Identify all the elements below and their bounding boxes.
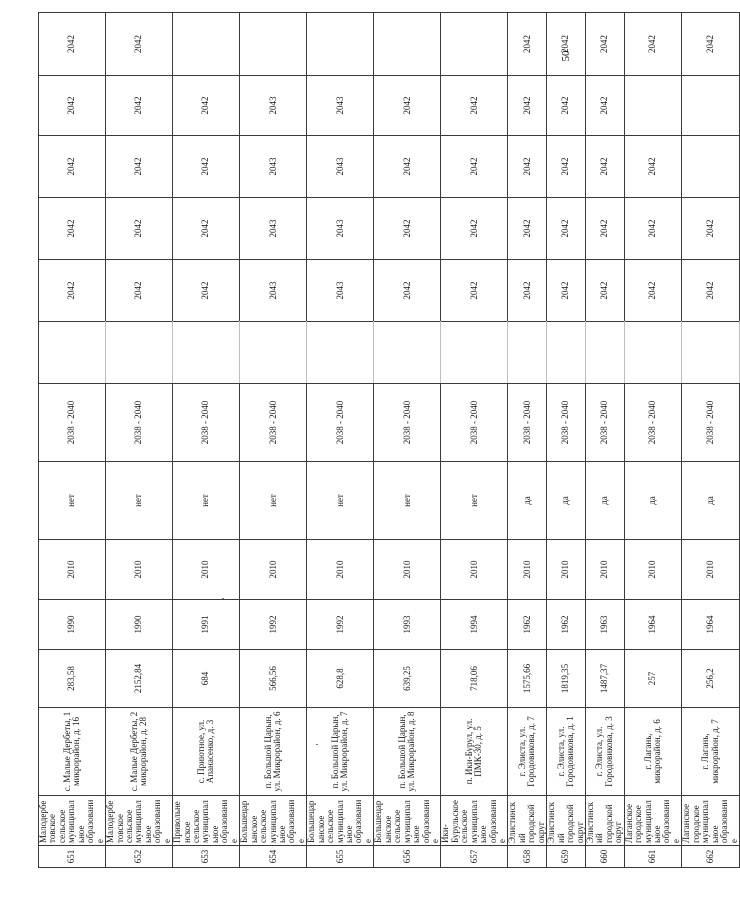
cell-c11: 2042 [39, 136, 106, 198]
cell-c7: 2038 - 2040 [624, 384, 682, 462]
cell-c10: 2042 [508, 198, 547, 260]
cell-area: 1575,66 [508, 650, 547, 708]
cell-c13 [307, 13, 374, 76]
cell-c11: 2042 [173, 136, 240, 198]
cell-c12: 2042 [441, 76, 508, 136]
cell-c7: 2038 - 2040 [508, 384, 547, 462]
cell-muni: Большецарынское сельское муниципальное образование [307, 796, 374, 846]
cell-c11: 2042 [585, 136, 624, 198]
page-number: 50 [560, 50, 572, 62]
cell-c10: 2042 [374, 198, 441, 260]
table-row [106, 13, 173, 868]
table-row [585, 13, 624, 868]
cell-year: 1963 [585, 600, 624, 650]
cell-c8 [307, 322, 374, 384]
cell-c7: 2038 - 2040 [585, 384, 624, 462]
cell-addr: г. Элиста, ул. Городовикова, д. 3 [585, 708, 624, 796]
table-row [374, 13, 441, 868]
cell-c8 [547, 322, 586, 384]
cell-c6: нет [374, 462, 441, 540]
cell-c11: 2042 [106, 136, 173, 198]
cell-c10: 2042 [682, 198, 740, 260]
cell-c12: 2043 [240, 76, 307, 136]
cell-c11: 2043 [240, 136, 307, 198]
cell-c12: 2042 [173, 76, 240, 136]
cell-c12: 2042 [508, 76, 547, 136]
table-row [441, 13, 508, 868]
cell-num: 655 [307, 846, 374, 868]
cell-c8 [240, 322, 307, 384]
cell-c5: 2010 [585, 540, 624, 600]
cell-area: 256,2 [682, 650, 740, 708]
cell-c13: 2042 [585, 13, 624, 76]
cell-addr: г. Лагань, микрорайон, д. 6 [624, 708, 682, 796]
cell-c11 [682, 136, 740, 198]
cell-c5: 2010 [508, 540, 547, 600]
cell-c9: 2042 [374, 260, 441, 322]
cell-c8 [173, 322, 240, 384]
cell-c6: да [508, 462, 547, 540]
cell-addr: с. Приютное, ул. Апанасенко, д. 3 [173, 708, 240, 796]
table-row [508, 13, 547, 868]
cell-addr: г. Элиста, ул. Городовикова, д. 1 [547, 708, 586, 796]
cell-c7: 2038 - 2040 [39, 384, 106, 462]
cell-c5: 2010 [374, 540, 441, 600]
cell-c5: 2010 [547, 540, 586, 600]
cell-c11: 2043 [307, 136, 374, 198]
cell-year: 1994 [441, 600, 508, 650]
cell-c8 [508, 322, 547, 384]
cell-c8 [39, 322, 106, 384]
cell-c11: 2042 [624, 136, 682, 198]
cell-c5: 2010 [307, 540, 374, 600]
cell-addr: с. Малые Дербеты, 2 микрорайон, д. 28 [106, 708, 173, 796]
cell-num: 651 [39, 846, 106, 868]
cell-c5: 2010 [173, 540, 240, 600]
cell-c9: 2042 [39, 260, 106, 322]
cell-c10: 2042 [624, 198, 682, 260]
cell-c13 [374, 13, 441, 76]
cell-addr: п. Большой Царын, ул. Микрорайон, д. 6 [240, 708, 307, 796]
cell-c11: 2042 [441, 136, 508, 198]
cell-c10: 2043 [307, 198, 374, 260]
cell-c12: 2042 [585, 76, 624, 136]
cell-year: 1990 [106, 600, 173, 650]
table-row [624, 13, 682, 868]
cell-c10: 2042 [585, 198, 624, 260]
cell-c8 [374, 322, 441, 384]
cell-c12: 2042 [374, 76, 441, 136]
table-row [682, 13, 740, 868]
cell-year: 1962 [547, 600, 586, 650]
cell-c7: 2038 - 2040 [682, 384, 740, 462]
cell-muni: Привольненское сельское муниципальное образование [173, 796, 240, 846]
cell-c6: нет [240, 462, 307, 540]
cell-c6: нет [39, 462, 106, 540]
cell-c5: 2010 [682, 540, 740, 600]
cell-c10: 2042 [441, 198, 508, 260]
cell-c8 [585, 322, 624, 384]
cell-c7: 2038 - 2040 [106, 384, 173, 462]
cell-c10: 2043 [240, 198, 307, 260]
cell-area: 639,25 [374, 650, 441, 708]
cell-c5: 2010 [624, 540, 682, 600]
cell-muni: Элистинский городской округ [508, 796, 547, 846]
table-row [307, 13, 374, 868]
cell-num: 662 [682, 846, 740, 868]
cell-addr: с. Малые Дербеты, 1 микрорайон, д. 16 [39, 708, 106, 796]
cell-num: 656 [374, 846, 441, 868]
cell-muni: Малодербетовское сельское муниципальное образование [106, 796, 173, 846]
cell-c6: да [547, 462, 586, 540]
cell-area: 1487,37 [585, 650, 624, 708]
cell-c13 [240, 13, 307, 76]
cell-c9: 2043 [307, 260, 374, 322]
cell-c7: 2038 - 2040 [240, 384, 307, 462]
cell-c6: нет [106, 462, 173, 540]
cell-muni: Большецарынское сельское муниципальное образование [374, 796, 441, 846]
cell-year: 1991 [173, 600, 240, 650]
cell-addr: п. Ики-Бурул, ул. ПМК-30, д. 5 [441, 708, 508, 796]
cell-num: 661 [624, 846, 682, 868]
cell-muni: Малодербетовское сельское муниципальное образование [39, 796, 106, 846]
cell-year: 1964 [624, 600, 682, 650]
cell-c9: 2042 [173, 260, 240, 322]
cell-muni: Элистинский городской округ [585, 796, 624, 846]
cell-year: 1993 [374, 600, 441, 650]
cell-c9: 2042 [624, 260, 682, 322]
cell-c9: 2042 [547, 260, 586, 322]
cell-c13: 2042 [106, 13, 173, 76]
cell-c8 [624, 322, 682, 384]
cell-num: 652 [106, 846, 173, 868]
table-row [39, 13, 106, 868]
cell-c10: 2042 [39, 198, 106, 260]
cell-c5: 2010 [106, 540, 173, 600]
cell-c6: нет [173, 462, 240, 540]
cell-muni: Лаганское городское муниципальное образование [682, 796, 740, 846]
cell-c13: 2042 [39, 13, 106, 76]
cell-year: 1964 [682, 600, 740, 650]
cell-c12 [624, 76, 682, 136]
cell-c8 [682, 322, 740, 384]
cell-c6: да [585, 462, 624, 540]
cell-area: 628,8 [307, 650, 374, 708]
cell-c8 [106, 322, 173, 384]
cell-area: 257 [624, 650, 682, 708]
cell-c7: 2038 - 2040 [374, 384, 441, 462]
cell-c11: 2042 [374, 136, 441, 198]
cell-c9: 2042 [508, 260, 547, 322]
cell-c7: 2038 - 2040 [173, 384, 240, 462]
cell-c7: 2038 - 2040 [547, 384, 586, 462]
scan-speck [316, 744, 318, 745]
cell-c12: 2042 [547, 76, 586, 136]
cell-c9: 2042 [585, 260, 624, 322]
cell-c9: 2043 [240, 260, 307, 322]
cell-c6: нет [307, 462, 374, 540]
cell-year: 1992 [307, 600, 374, 650]
cell-c8 [441, 322, 508, 384]
cell-c6: нет [441, 462, 508, 540]
cell-muni: Элистинский городской округ [547, 796, 586, 846]
cell-area: 1819,35 [547, 650, 586, 708]
housing-schedule-table [38, 12, 740, 868]
cell-addr: г. Лагань, микрорайон, д. 7 [682, 708, 740, 796]
cell-muni: Большецарынское сельское муниципальное образование [240, 796, 307, 846]
cell-c13: 2042 [682, 13, 740, 76]
cell-c5: 2010 [39, 540, 106, 600]
cell-year: 1990 [39, 600, 106, 650]
cell-c13: 2042 [547, 13, 586, 76]
cell-num: 660 [585, 846, 624, 868]
cell-num: 659 [547, 846, 586, 868]
cell-muni: Лаганское городское муниципальное образование [624, 796, 682, 846]
table-row [173, 13, 240, 868]
cell-num: 657 [441, 846, 508, 868]
cell-c9: 2042 [682, 260, 740, 322]
cell-num: 653 [173, 846, 240, 868]
cell-area: 2152,84 [106, 650, 173, 708]
cell-c5: 2010 [441, 540, 508, 600]
cell-addr: п. Большой Царын, ул. Микрорайон, д. 7 [307, 708, 374, 796]
cell-c12: 2042 [106, 76, 173, 136]
cell-year: 1992 [240, 600, 307, 650]
cell-c13 [173, 13, 240, 76]
cell-c7: 2038 - 2040 [441, 384, 508, 462]
cell-addr: г. Элиста, ул. Городовикова, д. 7 [508, 708, 547, 796]
cell-year: 1962 [508, 600, 547, 650]
cell-area: 718,06 [441, 650, 508, 708]
cell-c10: 2042 [106, 198, 173, 260]
table-row [240, 13, 307, 868]
cell-addr: п. Большой Царын, ул. Микрорайон, д. 8 [374, 708, 441, 796]
cell-area: 566,56 [240, 650, 307, 708]
scan-speck [222, 598, 224, 599]
cell-c13 [441, 13, 508, 76]
cell-num: 654 [240, 846, 307, 868]
cell-c9: 2042 [106, 260, 173, 322]
cell-c11: 2042 [508, 136, 547, 198]
cell-muni: Ики-Бурульское сельское муниципальное образование [441, 796, 508, 846]
cell-c10: 2042 [547, 198, 586, 260]
cell-c7: 2038 - 2040 [307, 384, 374, 462]
cell-c12: 2042 [39, 76, 106, 136]
cell-c11: 2042 [547, 136, 586, 198]
cell-area: 684 [173, 650, 240, 708]
cell-c10: 2042 [173, 198, 240, 260]
cell-c6: да [682, 462, 740, 540]
cell-c5: 2010 [240, 540, 307, 600]
cell-num: 658 [508, 846, 547, 868]
cell-c12 [682, 76, 740, 136]
cell-area: 283,58 [39, 650, 106, 708]
cell-c12: 2043 [307, 76, 374, 136]
cell-c13: 2042 [508, 13, 547, 76]
table-row [547, 13, 586, 868]
cell-c9: 2042 [441, 260, 508, 322]
cell-c6: да [624, 462, 682, 540]
cell-c13: 2042 [624, 13, 682, 76]
